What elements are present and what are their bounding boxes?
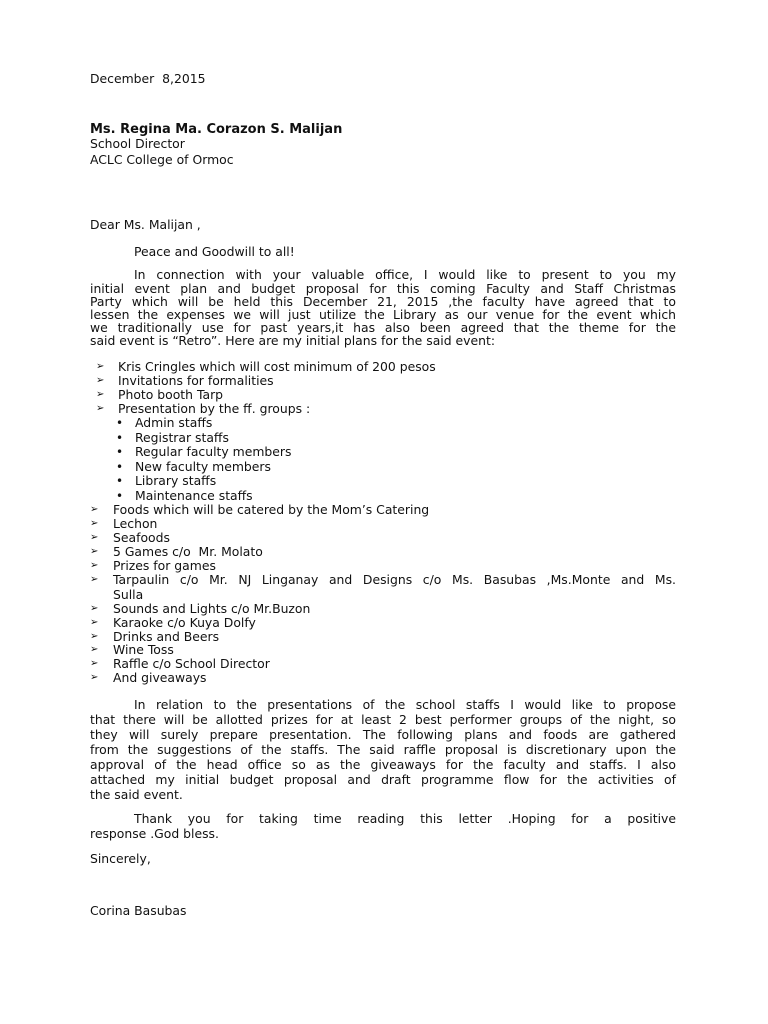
arrow-bullet-icon: ➢ bbox=[90, 672, 99, 683]
arrow-bullet-icon: ➢ bbox=[90, 560, 99, 571]
arrow-bullet-icon: ➢ bbox=[96, 361, 105, 372]
paragraph-line: lessen the expenses we will just utilize the Library as our venue for the event which bbox=[90, 307, 676, 322]
arrow-bullet-icon: ➢ bbox=[96, 403, 105, 414]
arrow-bullet-icon: ➢ bbox=[90, 603, 99, 614]
list-item: Tarpaulin c/o Mr. NJ Linganay and Designs c/o Ms. Basubas ,Ms.Monte and Ms. bbox=[113, 572, 676, 587]
list-item: Seafoods bbox=[113, 530, 170, 545]
letter-date: December 8,2015 bbox=[90, 71, 206, 86]
dot-bullet-icon: • bbox=[116, 460, 124, 474]
group-item: Registrar staffs bbox=[135, 430, 229, 445]
list-item: Lechon bbox=[113, 516, 158, 531]
dot-bullet-icon: • bbox=[116, 431, 124, 445]
dot-bullet-icon: • bbox=[116, 416, 124, 430]
paragraph-line: response .God bless. bbox=[90, 826, 219, 841]
arrow-bullet-icon: ➢ bbox=[90, 644, 99, 655]
list-item: Foods which will be catered by the Mom’s Catering bbox=[113, 502, 430, 517]
closing: Sincerely, bbox=[90, 851, 151, 866]
list-item: Prizes for games bbox=[113, 558, 216, 573]
arrow-bullet-icon: ➢ bbox=[90, 631, 99, 642]
group-item: Admin staffs bbox=[135, 415, 213, 430]
list-item: Presentation by the ff. groups : bbox=[118, 401, 311, 416]
arrow-bullet-icon: ➢ bbox=[90, 574, 99, 585]
arrow-bullet-icon: ➢ bbox=[96, 389, 105, 400]
paragraph-line: from the suggestions of the staffs. The said raffle proposal is discretionary upon the bbox=[90, 742, 676, 757]
list-item: Raffle c/o School Director bbox=[113, 656, 270, 671]
signature-name: Corina Basubas bbox=[90, 903, 187, 918]
list-item: Invitations for formalities bbox=[118, 373, 274, 388]
group-item: Maintenance staffs bbox=[135, 488, 253, 503]
recipient-org: ACLC College of Ormoc bbox=[90, 152, 234, 167]
arrow-bullet-icon: ➢ bbox=[90, 504, 99, 515]
paragraph-line: that there will be allotted prizes for at least 2 best performer groups of the night, so bbox=[90, 712, 676, 727]
list-item: Wine Toss bbox=[113, 642, 174, 657]
group-item: Library staffs bbox=[135, 473, 217, 488]
paragraph-line: Party which will be held this December 21, 2015 ,the faculty have agreed that to bbox=[90, 294, 676, 309]
paragraph-line: In connection with your valuable office, I would like to present to you my bbox=[134, 267, 676, 282]
list-item: Drinks and Beers bbox=[113, 629, 220, 644]
group-item: New faculty members bbox=[135, 459, 271, 474]
paragraph-line: we traditionally use for past years,it has also been agreed that the theme for the bbox=[90, 320, 676, 335]
list-item: Kris Cringles which will cost minimum of 200 pesos bbox=[118, 359, 436, 374]
recipient-title: School Director bbox=[90, 136, 185, 151]
greeting: Peace and Goodwill to all! bbox=[134, 244, 295, 259]
arrow-bullet-icon: ➢ bbox=[90, 658, 99, 669]
dot-bullet-icon: • bbox=[116, 489, 124, 503]
paragraph-line: they will surely prepare presentation. The following plans and foods are gathered bbox=[90, 727, 676, 742]
list-item-continued: Sulla bbox=[113, 587, 144, 602]
arrow-bullet-icon: ➢ bbox=[90, 546, 99, 557]
dot-bullet-icon: • bbox=[116, 474, 124, 488]
list-item: 5 Games c/o Mr. Molato bbox=[113, 544, 263, 559]
list-item: Photo booth Tarp bbox=[118, 387, 224, 402]
paragraph-line: approval of the head office so as the giveaways for the faculty and staffs. I also bbox=[90, 757, 676, 772]
paragraph-line: attached my initial budget proposal and draft programme flow for the activities of bbox=[90, 772, 676, 787]
arrow-bullet-icon: ➢ bbox=[90, 617, 99, 628]
paragraph-line: initial event plan and budget proposal for this coming Faculty and Staff Christmas bbox=[90, 281, 676, 296]
list-item: And giveaways bbox=[113, 670, 207, 685]
salutation: Dear Ms. Malijan , bbox=[90, 217, 201, 232]
arrow-bullet-icon: ➢ bbox=[96, 375, 105, 386]
arrow-bullet-icon: ➢ bbox=[90, 532, 99, 543]
arrow-bullet-icon: ➢ bbox=[90, 518, 99, 529]
paragraph-line: said event is “Retro”. Here are my initial plans for the said event: bbox=[90, 333, 495, 348]
list-item: Sounds and Lights c/o Mr.Buzon bbox=[113, 601, 311, 616]
paragraph-line: In relation to the presentations of the school staffs I would like to propose bbox=[134, 697, 676, 712]
dot-bullet-icon: • bbox=[116, 445, 124, 459]
list-item: Karaoke c/o Kuya Dolfy bbox=[113, 615, 256, 630]
paragraph-line: Thank you for taking time reading this letter .Hoping for a positive bbox=[134, 811, 676, 826]
paragraph-line: the said event. bbox=[90, 787, 183, 802]
recipient-name: Ms. Regina Ma. Corazon S. Malijan bbox=[90, 122, 343, 137]
group-item: Regular faculty members bbox=[135, 444, 292, 459]
